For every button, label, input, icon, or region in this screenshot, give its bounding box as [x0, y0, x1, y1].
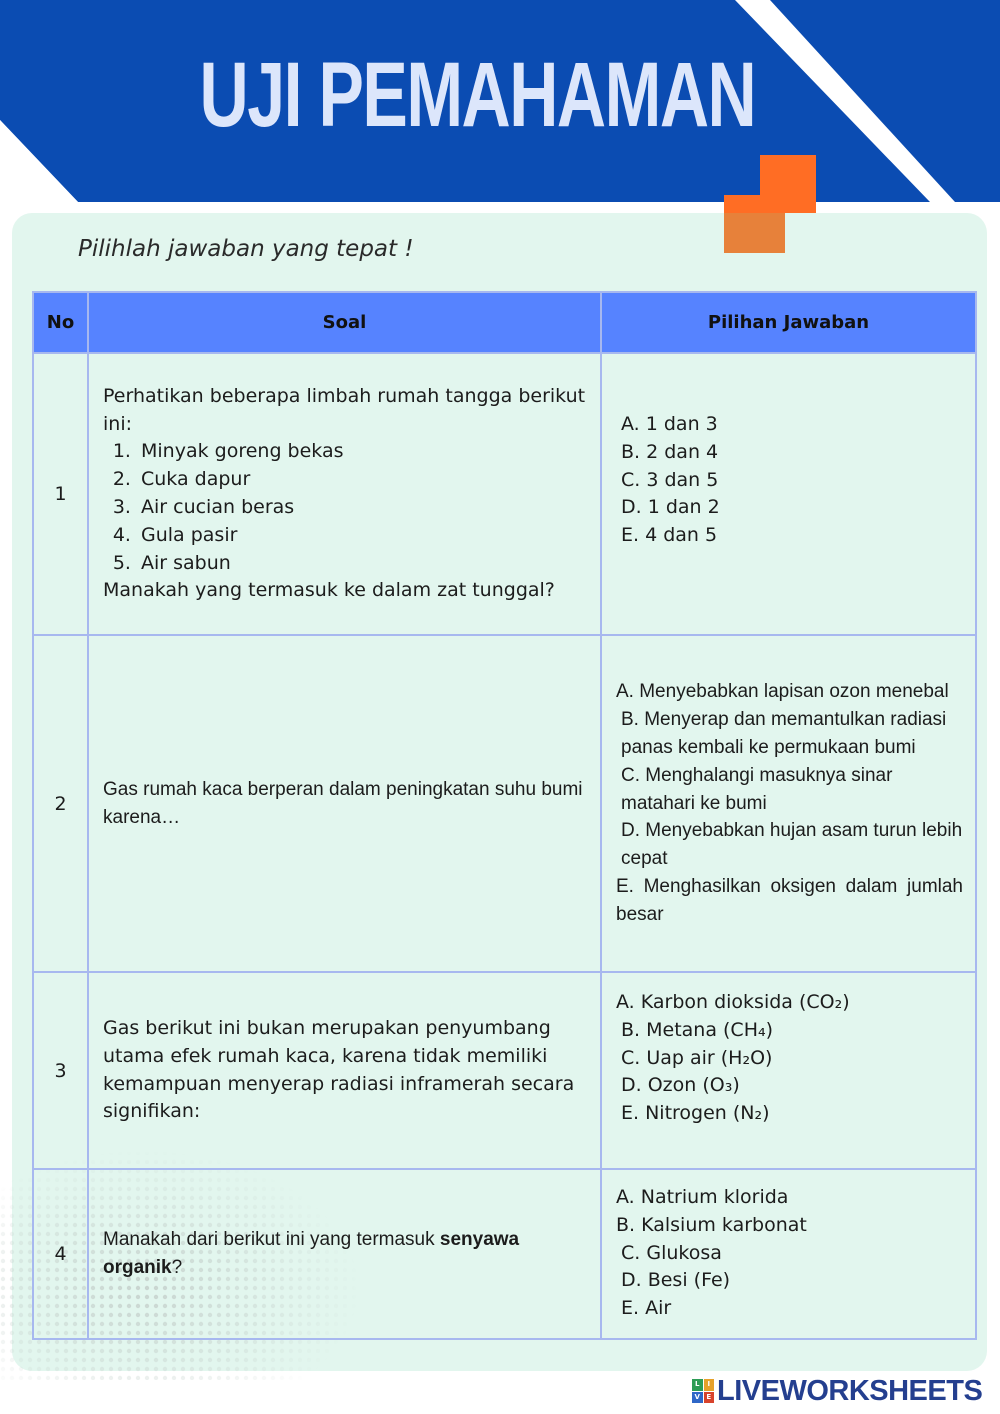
quiz-table — [32, 291, 977, 1340]
question-items-list — [103, 438, 588, 577]
question-text: Gas berikut ini bukan merupakan penyumbang utama efek rumah kaca, karena tidak memiliki kemampuan menyerap radiasi inframerah secara signifikan: — [88, 972, 601, 1169]
list-item: 5. Air sabun — [137, 550, 588, 578]
table-row — [33, 353, 976, 635]
question-text — [88, 353, 601, 635]
orange-square-decoration — [724, 195, 760, 213]
answer-option[interactable]: A. 1 dan 3 — [621, 413, 718, 435]
answer-option[interactable]: C. Menghalangi masuknya sinar matahari ke bumi — [621, 764, 893, 814]
answer-option[interactable]: C. Glukosa — [621, 1241, 722, 1264]
answer-option[interactable]: B. Metana (CH₄) — [621, 1018, 774, 1041]
answer-option[interactable]: B. 2 dan 4 — [621, 440, 719, 463]
answer-option[interactable]: B. Kalsium karbonat — [616, 1213, 807, 1236]
answer-option[interactable]: A. Menyebabkan lapisan ozon menebal — [616, 681, 949, 703]
answer-option[interactable]: C. 3 dan 5 — [621, 468, 719, 491]
question-text: Gas rumah kaca berperan dalam peningkatan suhu bumi karena… — [88, 635, 601, 972]
answer-options — [601, 1169, 976, 1339]
list-item: 1. Minyak goreng bekas — [137, 438, 588, 466]
logo-text: LIVEWORKSHEETS — [717, 1374, 983, 1407]
answer-option[interactable]: C. Uap air (H₂O) — [621, 1046, 773, 1069]
question-text — [88, 1169, 601, 1339]
list-item: 4. Gula pasir — [137, 522, 588, 550]
logo-mark-icon: L I V E — [692, 1379, 714, 1403]
liveworksheets-logo[interactable] — [692, 1376, 982, 1406]
answer-options — [601, 353, 976, 635]
question-number: 1 — [33, 353, 88, 635]
answer-option[interactable]: A. Karbon dioksida (CO₂) — [616, 991, 850, 1013]
table-header-row — [33, 292, 976, 353]
answer-option[interactable]: E. Air — [621, 1297, 672, 1320]
answer-option[interactable]: D. Besi (Fe) — [621, 1269, 731, 1292]
table-row — [33, 1169, 976, 1339]
list-item: 2. Cuka dapur — [137, 466, 588, 494]
page-title: UJI PEMAHAMAN — [199, 44, 756, 146]
question-prompt: Manakah yang termasuk ke dalam zat tunggal? — [103, 579, 555, 602]
question-number: 3 — [33, 972, 88, 1169]
question-text-bold: senyawa organik — [103, 1229, 520, 1278]
question-text-prefix: Manakah dari berikut ini yang termasuk — [103, 1229, 440, 1251]
question-intro: Perhatikan beberapa limbah rumah tangga berikut ini: — [103, 384, 586, 435]
header-soal: Soal — [88, 292, 601, 353]
answer-option[interactable]: D. Ozon (O₃) — [621, 1074, 740, 1097]
header-pilihan-jawaban: Pilihan Jawaban — [601, 292, 976, 353]
orange-square-decoration — [760, 155, 816, 213]
question-text-suffix: ? — [171, 1257, 183, 1278]
answer-option[interactable]: A. Natrium klorida — [616, 1186, 789, 1208]
answer-options — [601, 972, 976, 1169]
header-no: No — [33, 292, 88, 353]
question-number: 4 — [33, 1169, 88, 1339]
table-row — [33, 635, 976, 972]
answer-option[interactable]: E. 4 dan 5 — [621, 524, 718, 547]
question-number: 2 — [33, 635, 88, 972]
table-row — [33, 972, 976, 1169]
answer-option[interactable]: B. Menyerap dan memantulkan radiasi panas kembali ke permukaan bumi — [621, 709, 947, 758]
answer-options — [601, 635, 976, 972]
answer-option[interactable]: D. 1 dan 2 — [621, 496, 720, 519]
list-item: 3. Air cucian beras — [137, 494, 588, 522]
answer-option[interactable]: D. Menyebabkan hujan asam turun lebih cepat — [621, 820, 963, 870]
answer-option[interactable]: E. Nitrogen (N₂) — [621, 1102, 770, 1125]
instruction-text: Pilihlah jawaban yang tepat ! — [78, 236, 414, 262]
answer-option[interactable]: E. Menghasilkan oksigen dalam jumlah besar — [616, 875, 963, 925]
